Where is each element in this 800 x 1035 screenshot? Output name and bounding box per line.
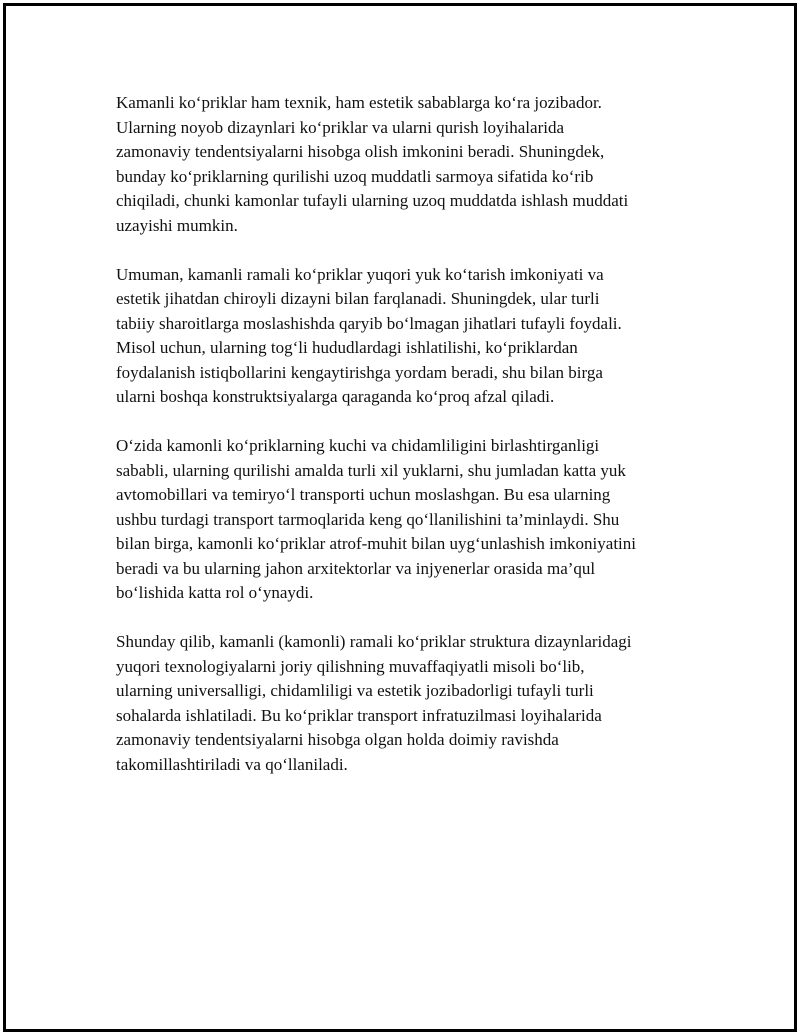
paragraph-2: Umuman, kamanli ramali ko‘priklar yuqori yuk ko‘tarish imkoniyati va estetik jihatdan chiroyli dizayni bilan farqlanadi. Shuningdek, ular turli tabiiy sharoitlarga moslashishda qaryib bo‘lmagan jihatlari tufayli foydali. Misol uchun, ularning tog‘li hududlardagi ishlatilishi, ko‘priklardan foydalanish istiqbollarini kengaytirishga yordam beradi, shu bilan birga ularni boshqa konstruktsiyalarga qaraganda ko‘proq afzal qiladi. (116, 264, 622, 406)
document-body (116, 91, 696, 802)
paragraph-3: O‘zida kamonli ko‘priklarning kuchi va chidamliligini birlashtirganligi sababli, ularning qurilishi amalda turli xil yuklarni, shu jumladan katta yuk avtomobillari va temiryo‘l transporti uchun moslashgan. Bu esa ularning ushbu turdagi transport tarmoqlarida keng qo‘llanilishini ta’minlaydi. Shu bilan birga, kamonli ko‘priklar atrof-muhit bilan uyg‘unlashish imkoniyatini beradi va bu ularning jahon arxitektorlar va injyenerlar orasida ma’qul bo‘lishida katta rol o‘ynaydi. (116, 436, 636, 602)
paragraph-4: Shunday qilib, kamanli (kamonli) ramali ko‘priklar struktura dizaynlaridagi yuqori texnologiyalarni joriy qilishning muvaffaqiyatli misoli bo‘lib, ularning universalligi, chidamliligi va estetik jozibadorligi tufayli turli sohalarda ishlatiladi. Bu ko‘priklar transport infratuzilmasi loyihalarida zamonaviy tendentsiyalarni hisobga olgan holda doimiy ravishda takomillashtiriladi va qo‘llaniladi. (116, 632, 632, 774)
paragraph-1: Kamanli ko‘priklar ham texnik, ham estetik sabablarga ko‘ra jozibador. Ularning noyob dizaynlari ko‘priklar va ularni qurish loyihalarida zamonaviy tendentsiyalarni hisobga olish imkonini beradi. Shuningdek, bunday ko‘priklarning qurilishi uzoq muddatli sarmoya sifatida ko‘rib chiqiladi, chunki kamonlar tufayli ularning uzoq muddatda ishlash muddati uzayishi mumkin. (116, 93, 629, 235)
